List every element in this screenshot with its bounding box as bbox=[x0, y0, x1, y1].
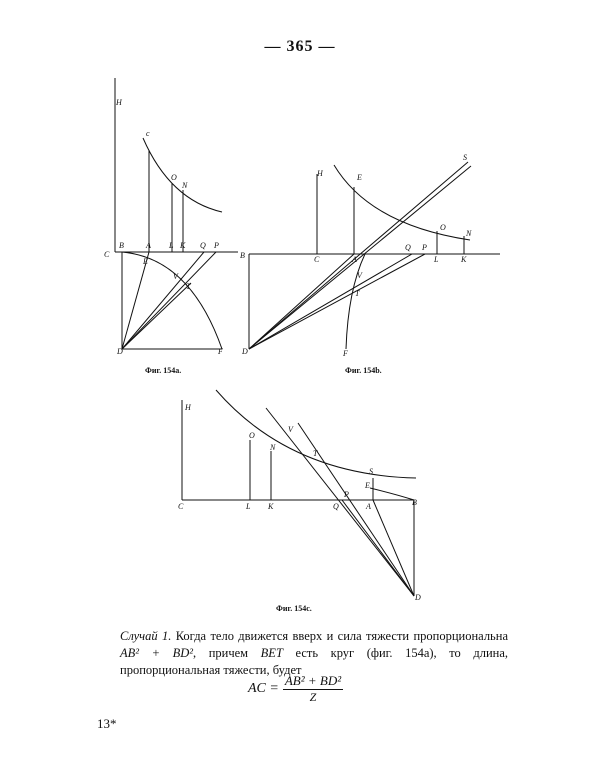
fig-a-label-c: C bbox=[104, 250, 110, 259]
fig-a-label-c-small: c bbox=[146, 129, 150, 138]
figure-154c bbox=[178, 390, 421, 613]
page-number: — 365 — bbox=[264, 38, 336, 55]
body-text-2: , причем bbox=[193, 646, 249, 660]
fig-a-label-f: F bbox=[218, 347, 223, 356]
fig-c-label-q: Q bbox=[333, 502, 339, 511]
fig-c-label-s: S bbox=[369, 467, 373, 476]
body-paragraph bbox=[120, 628, 508, 679]
fig-a-label-k: K bbox=[180, 241, 186, 250]
fig-b-label-h: H bbox=[317, 169, 323, 178]
fig-a-label-q: Q bbox=[200, 241, 206, 250]
fig-c-line-qd bbox=[342, 500, 414, 596]
fig-a-label-o: O bbox=[171, 173, 177, 182]
fig-c-label-a: A bbox=[366, 502, 371, 511]
fig-c-label-o: O bbox=[249, 431, 255, 440]
fig-c-label-c: C bbox=[178, 502, 184, 511]
fig-b-label-c: C bbox=[314, 255, 320, 264]
formula-fraction bbox=[283, 673, 343, 705]
fig-b-label-a: A bbox=[352, 255, 357, 264]
fig-c-label-k: K bbox=[268, 502, 274, 511]
fig-b-line-dp bbox=[249, 254, 425, 349]
fig-a-label-a: A bbox=[146, 241, 151, 250]
case-label: Случай 1. bbox=[120, 629, 172, 643]
fig-a-label-p: P bbox=[214, 241, 219, 250]
fig-c-label-l: L bbox=[246, 502, 251, 511]
fig-b-label-e: E bbox=[357, 173, 362, 182]
fig-c-label-v: V bbox=[288, 425, 293, 434]
fig-b-circle-arc bbox=[346, 254, 365, 349]
fig-b-label-v: V bbox=[357, 271, 362, 280]
body-text-3: есть круг (фиг. 154a), то длина, пропорциональная тяжести, будет bbox=[120, 646, 509, 677]
fig-c-caption: Фиг. 154c. bbox=[276, 604, 312, 613]
fig-b-label-b: B bbox=[240, 251, 245, 260]
fig-b-caption: Фиг. 154b. bbox=[345, 366, 382, 375]
fig-a-label-n: N bbox=[182, 181, 188, 190]
fig-b-label-o: O bbox=[440, 223, 446, 232]
figure-154b bbox=[240, 153, 500, 375]
figure-154a bbox=[104, 78, 238, 375]
fig-c-hyperbola bbox=[216, 390, 416, 478]
fig-a-line-dq bbox=[122, 252, 204, 349]
fig-b-label-s: S bbox=[463, 153, 467, 162]
formula-lhs: AC = bbox=[248, 681, 279, 696]
fig-a-line-dt bbox=[122, 283, 191, 349]
fig-a-label-h: H bbox=[116, 98, 122, 107]
fig-b-label-t: T bbox=[355, 289, 360, 298]
fig-c-line-vd2 bbox=[266, 408, 414, 596]
fig-b-label-q: Q bbox=[405, 243, 411, 252]
fig-a-label-e: E bbox=[143, 257, 148, 266]
fig-c-circle-arc bbox=[370, 488, 414, 500]
fig-c-label-e: E bbox=[365, 481, 370, 490]
fig-c-label-p: P bbox=[344, 490, 349, 499]
fig-b-line-dq bbox=[249, 254, 412, 349]
fig-a-label-v: V bbox=[173, 272, 178, 281]
fig-a-caption: Фиг. 154a. bbox=[145, 366, 182, 375]
formula-denominator: Z bbox=[309, 690, 317, 704]
fig-c-label-b: B bbox=[412, 498, 417, 507]
fig-a-label-d: D bbox=[117, 347, 123, 356]
body-expression-2: BET bbox=[260, 646, 283, 660]
fig-b-label-f: F bbox=[343, 349, 348, 358]
fig-a-label-b: B bbox=[119, 241, 124, 250]
fig-b-label-k: K bbox=[461, 255, 467, 264]
signature-mark: 13* bbox=[97, 716, 117, 731]
fig-b-line-da bbox=[249, 254, 354, 349]
fig-c-label-n: N bbox=[270, 443, 276, 452]
formula-numerator: AB² + BD² bbox=[284, 673, 342, 688]
fig-c-line-ad bbox=[373, 500, 414, 596]
body-expression-1: AB² + BD² bbox=[120, 646, 194, 660]
fig-c-label-t: T bbox=[313, 449, 318, 458]
fig-c-label-h: H bbox=[185, 403, 191, 412]
formula bbox=[248, 673, 343, 705]
fig-b-label-n: N bbox=[466, 229, 472, 238]
fig-a-label-t: T bbox=[186, 282, 191, 291]
fig-a-label-l: L bbox=[169, 241, 174, 250]
fig-a-line-dp bbox=[122, 252, 216, 349]
fig-b-label-d: D bbox=[242, 347, 248, 356]
body-text-1: Когда тело движется вверх и сила тяжести пропорциональна bbox=[175, 629, 508, 643]
fig-c-label-d: D bbox=[415, 593, 421, 602]
fig-b-label-p: P bbox=[422, 243, 427, 252]
fig-b-label-l: L bbox=[434, 255, 439, 264]
